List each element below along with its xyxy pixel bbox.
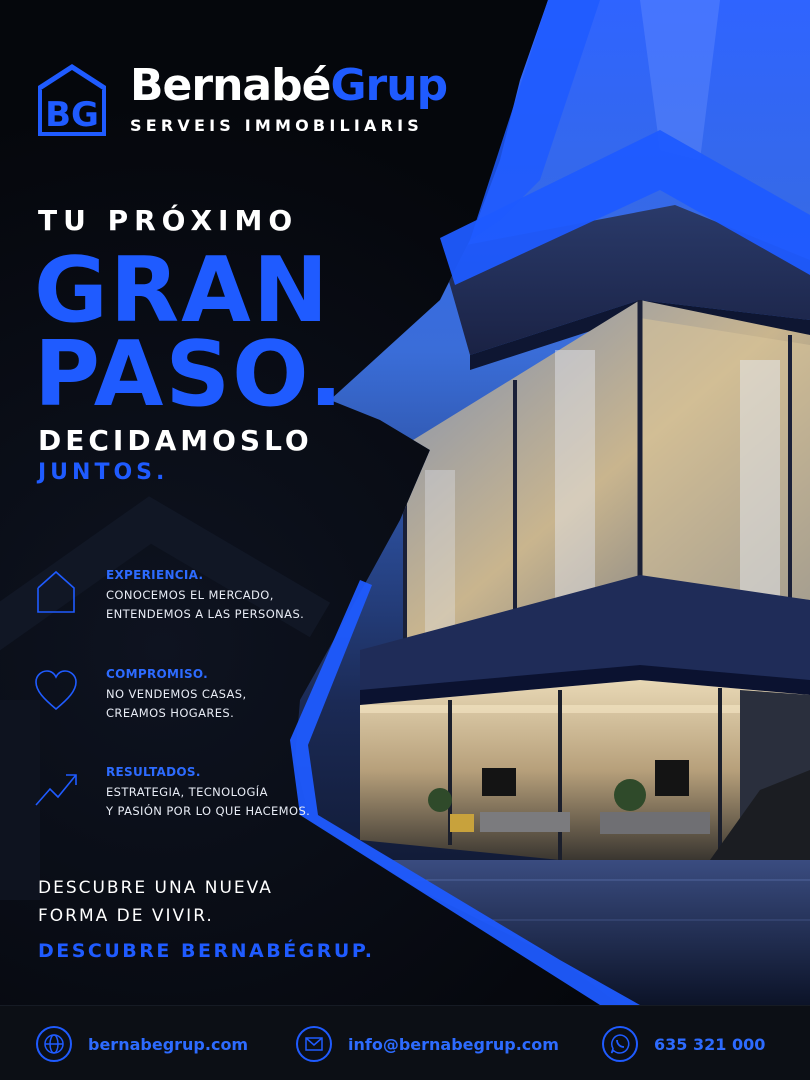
feature-title: COMPROMISO. <box>106 667 209 681</box>
logo-initials: BG <box>45 95 99 135</box>
feature-line: CONOCEMOS EL MERCADO, <box>106 588 274 602</box>
house-outline-icon <box>34 570 78 614</box>
footer-email-link[interactable] <box>296 1026 559 1062</box>
footer-website-link[interactable] <box>36 1026 248 1062</box>
headline-big-line2: PASO. <box>34 322 345 427</box>
globe-icon <box>36 1026 72 1062</box>
footer-phone: 635 321 000 <box>654 1034 766 1054</box>
brand-logo[interactable] <box>34 60 447 138</box>
headline-big-line1: GRAN <box>34 238 331 343</box>
feature-line: ESTRATEGIA, TECNOLOGÍA <box>106 785 268 799</box>
footer-email: info@bernabegrup.com <box>348 1034 559 1054</box>
footer-bar <box>0 1005 810 1080</box>
feature-line: CREAMOS HOGARES. <box>106 706 235 720</box>
brand-name-part2: Grup <box>330 59 448 111</box>
whatsapp-icon <box>602 1026 638 1062</box>
logo-text <box>130 59 448 135</box>
brand-tagline: SERVEIS IMMOBILIARIS <box>130 115 424 135</box>
feature-line: ENTENDEMOS A LAS PERSONAS. <box>106 607 305 621</box>
trend-up-icon <box>34 767 78 811</box>
footer-website: bernabegrup.com <box>88 1034 249 1054</box>
feature-title: RESULTADOS. <box>106 765 201 779</box>
headline-sub: JUNTOS. <box>38 460 169 485</box>
feature-line: NO VENDEMOS CASAS, <box>106 687 247 701</box>
bg-logo-icon <box>34 60 110 138</box>
headline-pre: TU PRÓXIMO <box>38 204 299 237</box>
brand-name-part1: Bernabé <box>130 59 331 111</box>
feature-line: Y PASIÓN POR LO QUE HACEMOS. <box>106 804 311 818</box>
cta-line2: FORMA DE VIVIR. <box>38 906 214 926</box>
cta-line1: DESCUBRE UNA NUEVA <box>38 878 273 898</box>
footer-phone-link[interactable] <box>602 1026 765 1062</box>
brand-name <box>130 59 448 111</box>
feature-title: EXPERIENCIA. <box>106 568 204 582</box>
heart-outline-icon <box>34 669 78 713</box>
headline-mid: DECIDAMOSLO <box>38 424 313 457</box>
cta-brand-link[interactable]: DESCUBRE BERNABÉGRUP. <box>38 940 375 962</box>
mail-icon <box>296 1026 332 1062</box>
